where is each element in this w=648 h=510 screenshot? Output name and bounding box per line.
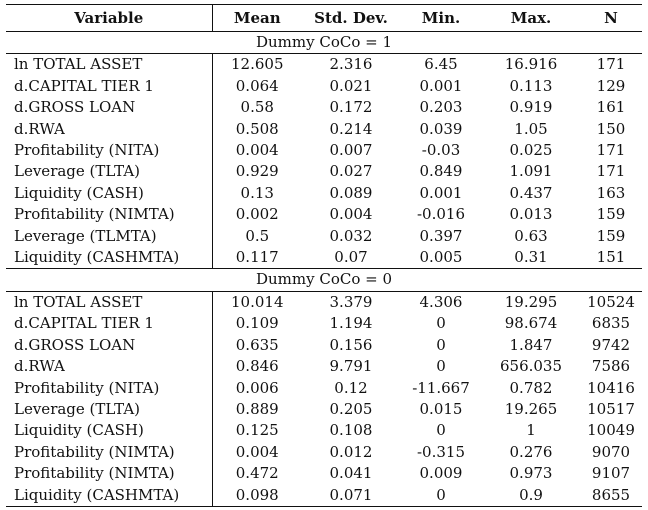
table-row [6, 485, 642, 507]
cell-mean: 0.109 [212, 313, 302, 334]
cell-mean: 0.846 [212, 356, 302, 377]
cell-n: 10049 [587, 421, 635, 440]
cell-variable: Liquidity (CASH) [14, 183, 144, 202]
cell-n: 6835 [591, 314, 631, 333]
cell-std-dev: 0.089 [329, 183, 373, 202]
cell-variable: d.GROSS LOAN [14, 335, 136, 354]
cell-variable: ln TOTAL ASSET [14, 55, 143, 74]
cell-min: 6.45 [424, 55, 458, 74]
table-row [6, 463, 642, 484]
cell-mean: 0.004 [212, 140, 302, 161]
cell-max: 1.05 [514, 119, 548, 138]
cell-min: 0 [436, 357, 446, 376]
table-row [6, 226, 642, 247]
table-row [6, 161, 642, 182]
column-header-max: Max. [482, 5, 580, 32]
cell-n: 171 [596, 141, 626, 160]
cell-min: -0.03 [421, 141, 461, 160]
cell-mean: 0.472 [212, 463, 302, 484]
cell-std-dev: 0.027 [329, 162, 373, 181]
table-header [6, 5, 642, 32]
cell-mean: 0.5 [212, 226, 302, 247]
cell-variable: Profitability (NIMTA) [14, 464, 175, 483]
cell-mean: 0.889 [212, 399, 302, 420]
cell-std-dev: 0.07 [302, 247, 400, 269]
table-row [6, 97, 642, 118]
table-row [6, 183, 642, 204]
cell-min: 0 [400, 485, 482, 507]
cell-n: 10517 [587, 399, 635, 418]
cell-n: 9107 [591, 464, 631, 483]
cell-std-dev: 0.004 [329, 205, 373, 224]
cell-min: 0.849 [419, 162, 463, 181]
cell-n: 151 [580, 247, 642, 269]
cell-min: 0 [436, 421, 446, 440]
cell-n: 159 [596, 226, 626, 245]
cell-max: 19.295 [504, 292, 558, 311]
cell-variable: Profitability (NITA) [14, 141, 160, 160]
cell-max: 98.674 [504, 314, 558, 333]
cell-mean: 0.064 [212, 76, 302, 97]
cell-n: 10524 [587, 292, 635, 311]
section-title: Dummy CoCo = 1 [6, 32, 642, 54]
cell-max: 0.437 [509, 183, 553, 202]
section-header-row [6, 32, 642, 54]
cell-mean: 10.014 [212, 291, 302, 313]
cell-max: 0.276 [509, 442, 553, 461]
cell-mean: 0.117 [212, 247, 302, 269]
cell-mean: 0.006 [212, 378, 302, 399]
table-row [6, 399, 642, 420]
cell-variable: d.RWA [14, 119, 65, 138]
cell-variable: d.CAPITAL TIER 1 [14, 314, 154, 333]
cell-n: 159 [596, 205, 626, 224]
table-row [6, 76, 642, 97]
column-header-variable: Variable [6, 5, 212, 32]
cell-min: 0.009 [419, 464, 463, 483]
column-header-min: Min. [400, 5, 482, 32]
cell-variable: Liquidity (CASHMTA) [6, 247, 212, 269]
cell-std-dev: 1.194 [329, 314, 373, 333]
column-header-mean: Mean [212, 5, 302, 32]
cell-std-dev: 0.156 [329, 335, 373, 354]
cell-min: 0.015 [419, 399, 463, 418]
cell-max: 19.265 [504, 399, 558, 418]
cell-min: 0.039 [419, 119, 463, 138]
cell-variable: d.CAPITAL TIER 1 [14, 76, 154, 95]
cell-max: 656.035 [499, 357, 563, 376]
cell-max: 1 [526, 421, 536, 440]
cell-variable: Profitability (NIMTA) [14, 442, 175, 461]
table-row [6, 247, 642, 269]
cell-std-dev: 0.108 [329, 421, 373, 440]
table-row [6, 119, 642, 140]
column-header-n: N [580, 5, 642, 32]
cell-variable: Liquidity (CASH) [14, 421, 144, 440]
cell-variable: d.RWA [14, 357, 65, 376]
table-row [6, 313, 642, 334]
cell-max: 1.847 [509, 335, 553, 354]
cell-n: 8655 [580, 485, 642, 507]
cell-min: 0.397 [419, 226, 463, 245]
table-body [6, 32, 642, 507]
table-row [6, 140, 642, 161]
cell-n: 129 [596, 76, 626, 95]
cell-std-dev: 0.12 [334, 378, 368, 397]
cell-max: 1.091 [509, 162, 553, 181]
cell-mean: 0.004 [212, 442, 302, 463]
table-row [6, 204, 642, 225]
cell-min: 0.005 [400, 247, 482, 269]
cell-min: 0 [436, 335, 446, 354]
cell-mean: 0.13 [212, 183, 302, 204]
summary-statistics-table [6, 4, 642, 507]
cell-variable: Leverage (TLMTA) [14, 226, 157, 245]
section-title: Dummy CoCo = 0 [6, 269, 642, 291]
cell-n: 150 [596, 119, 626, 138]
cell-n: 161 [596, 98, 626, 117]
cell-min: 4.306 [419, 292, 463, 311]
cell-std-dev: 2.316 [329, 55, 373, 74]
table-row [6, 378, 642, 399]
table-row [6, 356, 642, 377]
table-row [6, 291, 642, 313]
cell-min: 0.001 [419, 183, 463, 202]
cell-variable: Leverage (TLTA) [14, 162, 141, 181]
cell-std-dev: 0.041 [329, 464, 373, 483]
cell-std-dev: 3.379 [329, 292, 373, 311]
cell-mean: 0.125 [212, 420, 302, 441]
cell-std-dev: 0.032 [329, 226, 373, 245]
cell-variable: ln TOTAL ASSET [14, 292, 143, 311]
cell-min: -0.315 [416, 442, 465, 461]
cell-std-dev: 0.172 [329, 98, 373, 117]
cell-min: 0 [436, 314, 446, 333]
cell-mean: 0.098 [212, 485, 302, 507]
cell-mean: 0.635 [212, 335, 302, 356]
cell-variable: Profitability (NITA) [14, 378, 160, 397]
cell-min: 0.001 [419, 76, 463, 95]
cell-max: 0.013 [509, 205, 553, 224]
cell-variable: d.GROSS LOAN [14, 98, 136, 117]
cell-n: 7586 [591, 357, 631, 376]
header-row [6, 5, 642, 32]
cell-mean: 0.002 [212, 204, 302, 225]
section-header-row [6, 269, 642, 291]
cell-variable: Liquidity (CASHMTA) [6, 485, 212, 507]
cell-std-dev: 0.021 [329, 76, 373, 95]
cell-variable: Leverage (TLTA) [14, 399, 141, 418]
cell-max: 0.919 [509, 98, 553, 117]
cell-min: -0.016 [416, 205, 465, 224]
cell-std-dev: 0.012 [329, 442, 373, 461]
table-row [6, 335, 642, 356]
cell-mean: 0.929 [212, 161, 302, 182]
cell-max: 0.63 [514, 226, 548, 245]
cell-n: 10416 [587, 378, 635, 397]
cell-std-dev: 0.205 [329, 399, 373, 418]
cell-min: 0.203 [419, 98, 463, 117]
cell-min: -11.667 [412, 378, 470, 397]
cell-max: 0.973 [509, 464, 553, 483]
cell-max: 0.025 [509, 141, 553, 160]
cell-mean: 0.508 [212, 119, 302, 140]
cell-variable: Profitability (NIMTA) [14, 205, 175, 224]
cell-max: 0.113 [509, 76, 553, 95]
column-header-std-dev: Std. Dev. [302, 5, 400, 32]
cell-std-dev: 9.791 [329, 357, 373, 376]
cell-max: 0.31 [482, 247, 580, 269]
cell-n: 171 [596, 55, 626, 74]
cell-n: 171 [596, 162, 626, 181]
cell-max: 0.9 [482, 485, 580, 507]
cell-std-dev: 0.214 [329, 119, 373, 138]
cell-std-dev: 0.071 [302, 485, 400, 507]
cell-max: 16.916 [504, 55, 558, 74]
cell-n: 163 [596, 183, 626, 202]
cell-mean: 0.58 [212, 97, 302, 118]
table-row [6, 54, 642, 76]
summary-statistics-table-container [6, 4, 642, 507]
cell-std-dev: 0.007 [329, 141, 373, 160]
cell-n: 9070 [591, 442, 631, 461]
table-row [6, 442, 642, 463]
cell-n: 9742 [591, 335, 631, 354]
cell-max: 0.782 [509, 378, 553, 397]
cell-mean: 12.605 [212, 54, 302, 76]
table-row [6, 420, 642, 441]
